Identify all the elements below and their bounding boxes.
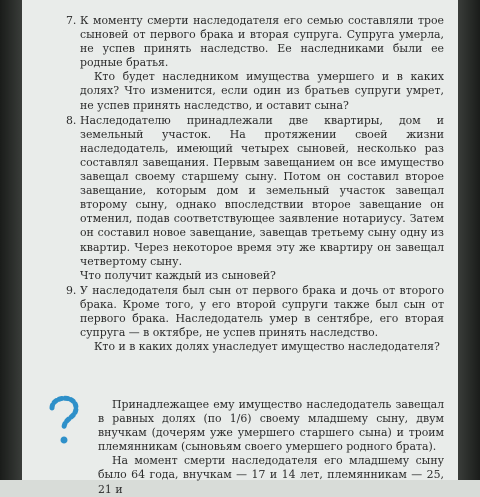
task-number: 8.: [66, 113, 77, 127]
task-7: [66, 14, 444, 113]
left-dark-edge: [0, 0, 22, 480]
answer-paragraph-1: Принадлежащее ему имущество наследодатель завещал в равных долях (по 1/6) своему младшему сыну, двум внучкам (дочерям уже умершего старшего сына) и троим племянникам (сыновьям своего умершего родного брата).: [98, 398, 444, 454]
task-condition: Наследодателю принадлежали две квартиры, дом и земельный участок. На протяжении своей жизни наследодатель, имеющий четырех сыновей, несколько раз составлял завещания. Первым завещанием он все имущество завещал своему старшему сыну. Потом он составил второе завещание, которым дом и земельный участок завещал второму сыну, однако впоследствии второе завещание он отменил, подав соответствующее заявление нотариусу. Затем он составил новое завещание, завещав третьему сыну одну из квартир. Через некоторое время эту же квартиру он завещал четвертому сыну.: [80, 113, 444, 268]
task-number: 9.: [66, 283, 77, 297]
task-condition: К моменту смерти наследодателя его семью составляли трое сыновей от первого брака и вторая супруга. Супруга умерла, не успев принять наследство. Ее наследниками были ее родные братья.: [80, 14, 444, 70]
book-page: [22, 0, 458, 496]
answer-block: [98, 398, 444, 497]
task-condition: У наследодателя был сын от первого брака и дочь от второго брака. Кроме того, у его второй супруги также был сын от первого брака. Наследодатель умер в сентябре, его вторая супруга — в октябре, не успев принять наследство.: [80, 283, 444, 340]
task-8: [66, 113, 444, 283]
task-list: [66, 14, 444, 354]
task-question: Кто будет наследником имущества умершего и в каких долях? Что изменится, если один из братьев супруги умрет, не успев принять наследство, и оставит сына?: [80, 70, 444, 112]
task-question: Кто и в каких долях унаследует имущество наследодателя?: [94, 340, 440, 354]
task-number: 7.: [66, 14, 77, 27]
task-question: Что получит каждый из сыновей?: [80, 268, 276, 282]
task-9: [66, 283, 444, 354]
answer-paragraph-2: На момент смерти наследодателя его младшему сыну было 64 года, внучкам — 17 и 14 лет, племянникам — 25, 21 и: [98, 454, 444, 496]
right-dark-edge: [458, 0, 480, 480]
question-mark-icon: [42, 388, 86, 448]
